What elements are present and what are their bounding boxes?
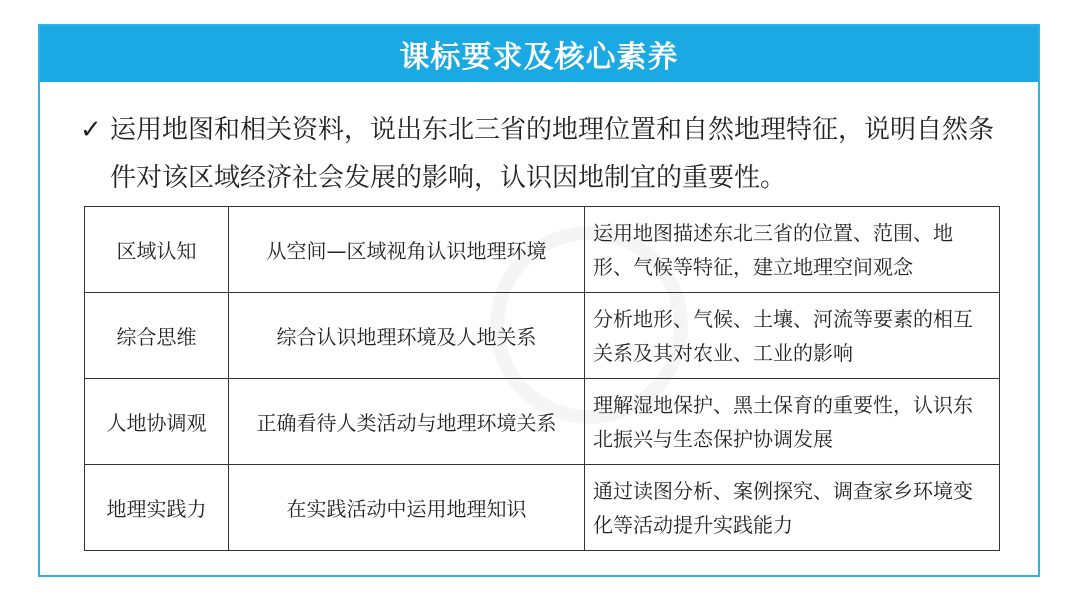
table-row [85,293,1000,379]
literacy-cell: 区域认知 [85,207,229,293]
panel-header [40,26,1038,82]
requirement-cell: 通过读图分析、案例探究、调查家乡环境变化等活动提升实践能力 [585,465,1000,551]
table-row [85,465,1000,551]
aspect-cell: 正确看待人类活动与地理环境关系 [229,379,585,465]
aspect-cell: 综合认识地理环境及人地关系 [229,293,585,379]
table-row [85,207,1000,293]
literacy-cell: 地理实践力 [85,465,229,551]
requirement-cell: 分析地形、气候、土壤、河流等要素的相互关系及其对农业、工业的影响 [585,293,1000,379]
aspect-cell: 从空间—区域视角认识地理环境 [229,207,585,293]
aspect-cell: 在实践活动中运用地理知识 [229,465,585,551]
literacy-cell: 人地协调观 [85,379,229,465]
curriculum-panel [38,24,1040,577]
table-row [85,379,1000,465]
literacy-table [84,206,1000,551]
requirement-cell: 运用地图描述东北三省的位置、范围、地形、气候等特征，建立地理空间观念 [585,207,1000,293]
checkmark-icon: ✓ [80,115,102,145]
requirement-cell: 理解湿地保护、黑土保育的重要性，认识东北振兴与生态保护协调发展 [585,379,1000,465]
panel-title: 课标要求及核心素养 [399,40,679,75]
literacy-cell: 综合思维 [85,293,229,379]
requirement-text: 运用地图和相关资料，说出东北三省的地理位置和自然地理特征，说明自然条件对该区域经济社会发展的影响，认识因地制宜的重要性。 [110,115,995,193]
requirement-item [80,106,1010,202]
